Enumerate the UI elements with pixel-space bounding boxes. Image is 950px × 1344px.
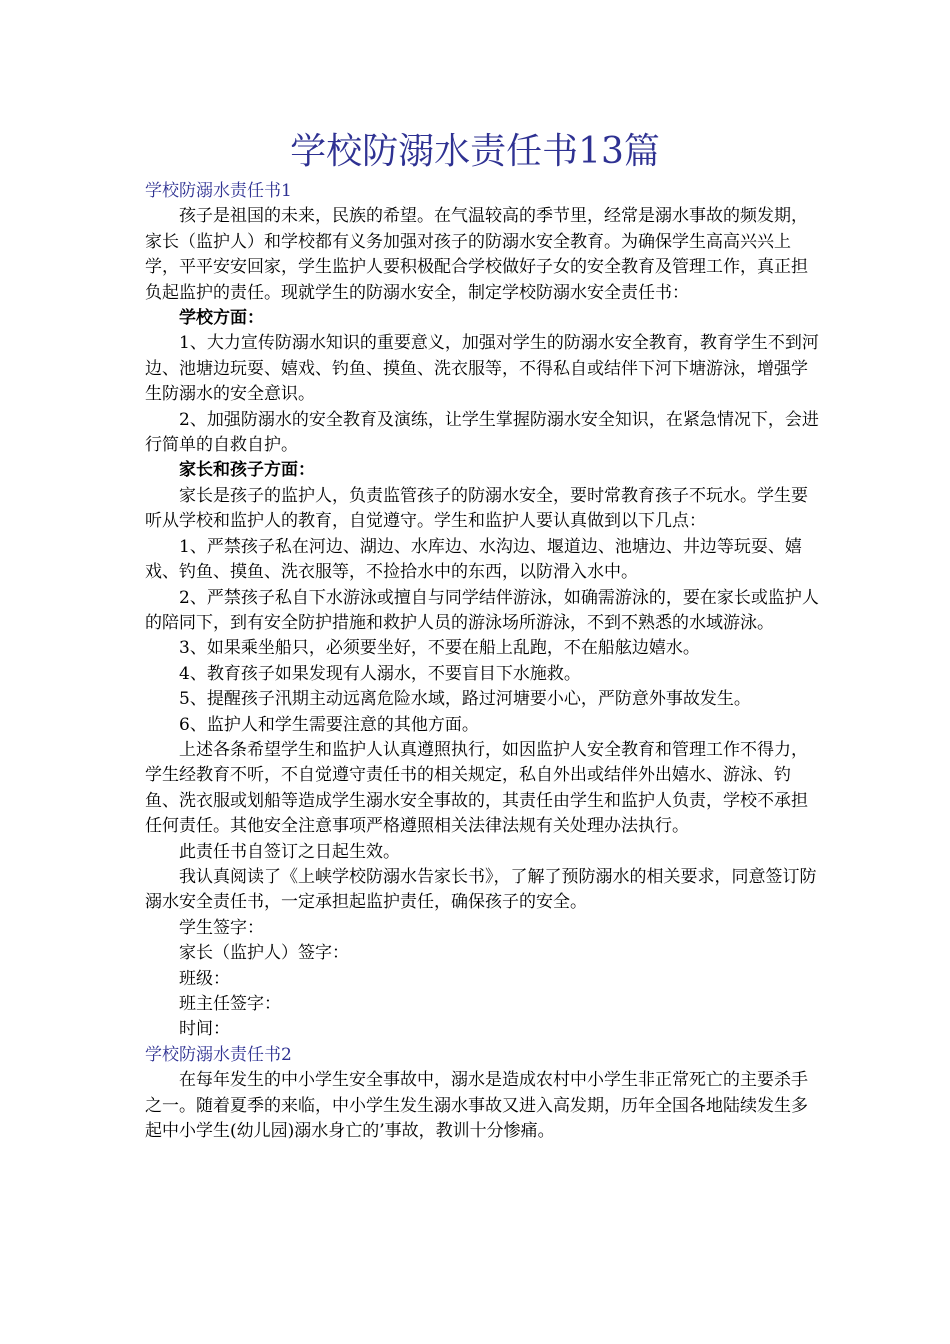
document-body [145, 179, 820, 1144]
school-subheading: 学校方面： [179, 308, 264, 329]
teacher-signature-line: 班主任签字： [179, 994, 281, 1014]
class-line: 班级： [179, 968, 230, 989]
section2-intro-paragraph: 在每年发生的中小学生安全事故中，溺水是造成农村中小学生非正常死亡的主要杀手之一。随着夏季的来临，中小学生发生溺水事故又进入高发期，历年全国各地陆续发生多起中小学生(幼儿园)溺水身亡的’事故，教训十分惨痛。 [145, 1070, 808, 1142]
student-signature-line: 学生签字： [179, 917, 264, 938]
time-line: 时间： [179, 1019, 230, 1040]
intro-paragraph: 孩子是祖国的未来，民族的希望。在气温较高的季节里，经常是溺水事故的频发期，家长（监护人）和学校都有义务加强对孩子的防溺水安全教育。为确保学生高高兴兴上学，平平安安回家，学生监护人要积极配合学校做好子女的安全教育及管理工作，真正担负起监护的责任。现就学生的防溺水安全，制定学校防溺水安全责任书： [145, 206, 808, 303]
document-title: 学校防溺水责任书13篇 [290, 131, 660, 172]
school-item-2: 2、加强防溺水的安全教育及演练，让学生掌握防溺水安全知识，在紧急情况下，会进行简单的自救自护。 [145, 409, 819, 456]
parent-intro-paragraph: 家长是孩子的监护人，负责监管孩子的防溺水安全，要时常教育孩子不玩水。学生要听从学校和监护人的教育，自觉遵守。学生和监护人要认真做到以下几点： [145, 485, 808, 532]
parent-item-6: 6、监护人和学生需要注意的其他方面。 [179, 714, 479, 735]
parent-item-2: 2、严禁孩子私自下水游泳或擅自与同学结伴游泳，如确需游泳的，要在家长或监护人的陪同下，到有安全防护措施和救护人员的游泳场所游泳，不到不熟悉的水域游泳。 [145, 587, 819, 633]
section-heading-2: 学校防溺水责任书2 [145, 1044, 292, 1065]
closing-paragraph: 上述各条希望学生和监护人认真遵照执行，如因监护人安全教育和管理工作不得力，学生经教育不听，不自觉遵守责任书的相关规定，私自外出或结伴外出嬉水、游泳、钓鱼、洗衣服或划船等造成学生溺水安全事故的，其责任由学生和监护人负责，学校不承担任何责任。其他安全注意事项严格遵照相关法律法规有关处理办法执行。 [145, 739, 808, 837]
effective-paragraph: 此责任书自签订之日起生效。 [179, 841, 400, 862]
parent-subheading: 家长和孩子方面： [179, 460, 315, 481]
acknowledge-paragraph: 我认真阅读了《上峡学校防溺水告家长书》，了解了预防溺水的相关要求，同意签订防溺水安全责任书，一定承担起监护责任，确保孩子的安全。 [145, 866, 817, 913]
parent-item-5: 5、提醒孩子汛期主动远离危险水域，路过河塘要小心，严防意外事故发生。 [179, 689, 751, 710]
parent-item-3: 3、如果乘坐船只，必须要坐好，不要在船上乱跑，不在船舷边嬉水。 [179, 638, 700, 659]
school-item-1: 1、大力宣传防溺水知识的重要意义，加强对学生的防溺水安全教育，教育学生不到河边、池塘边玩耍、嬉戏、钓鱼、摸鱼、洗衣服等，不得私自或结伴下河下塘游泳，增强学生防溺水的安全意识。 [145, 333, 819, 405]
parent-item-1: 1、严禁孩子私在河边、湖边、水库边、水沟边、堰道边、池塘边、井边等玩耍、嬉戏、钓鱼、摸鱼、洗衣服等，不捡拾水中的东西，以防滑入水中。 [145, 536, 802, 583]
parent-item-4: 4、教育孩子如果发现有人溺水，不要盲目下水施救。 [179, 663, 581, 684]
section-heading-1: 学校防溺水责任书1 [145, 181, 292, 201]
parent-signature-line: 家长（监护人）签字： [179, 943, 349, 964]
